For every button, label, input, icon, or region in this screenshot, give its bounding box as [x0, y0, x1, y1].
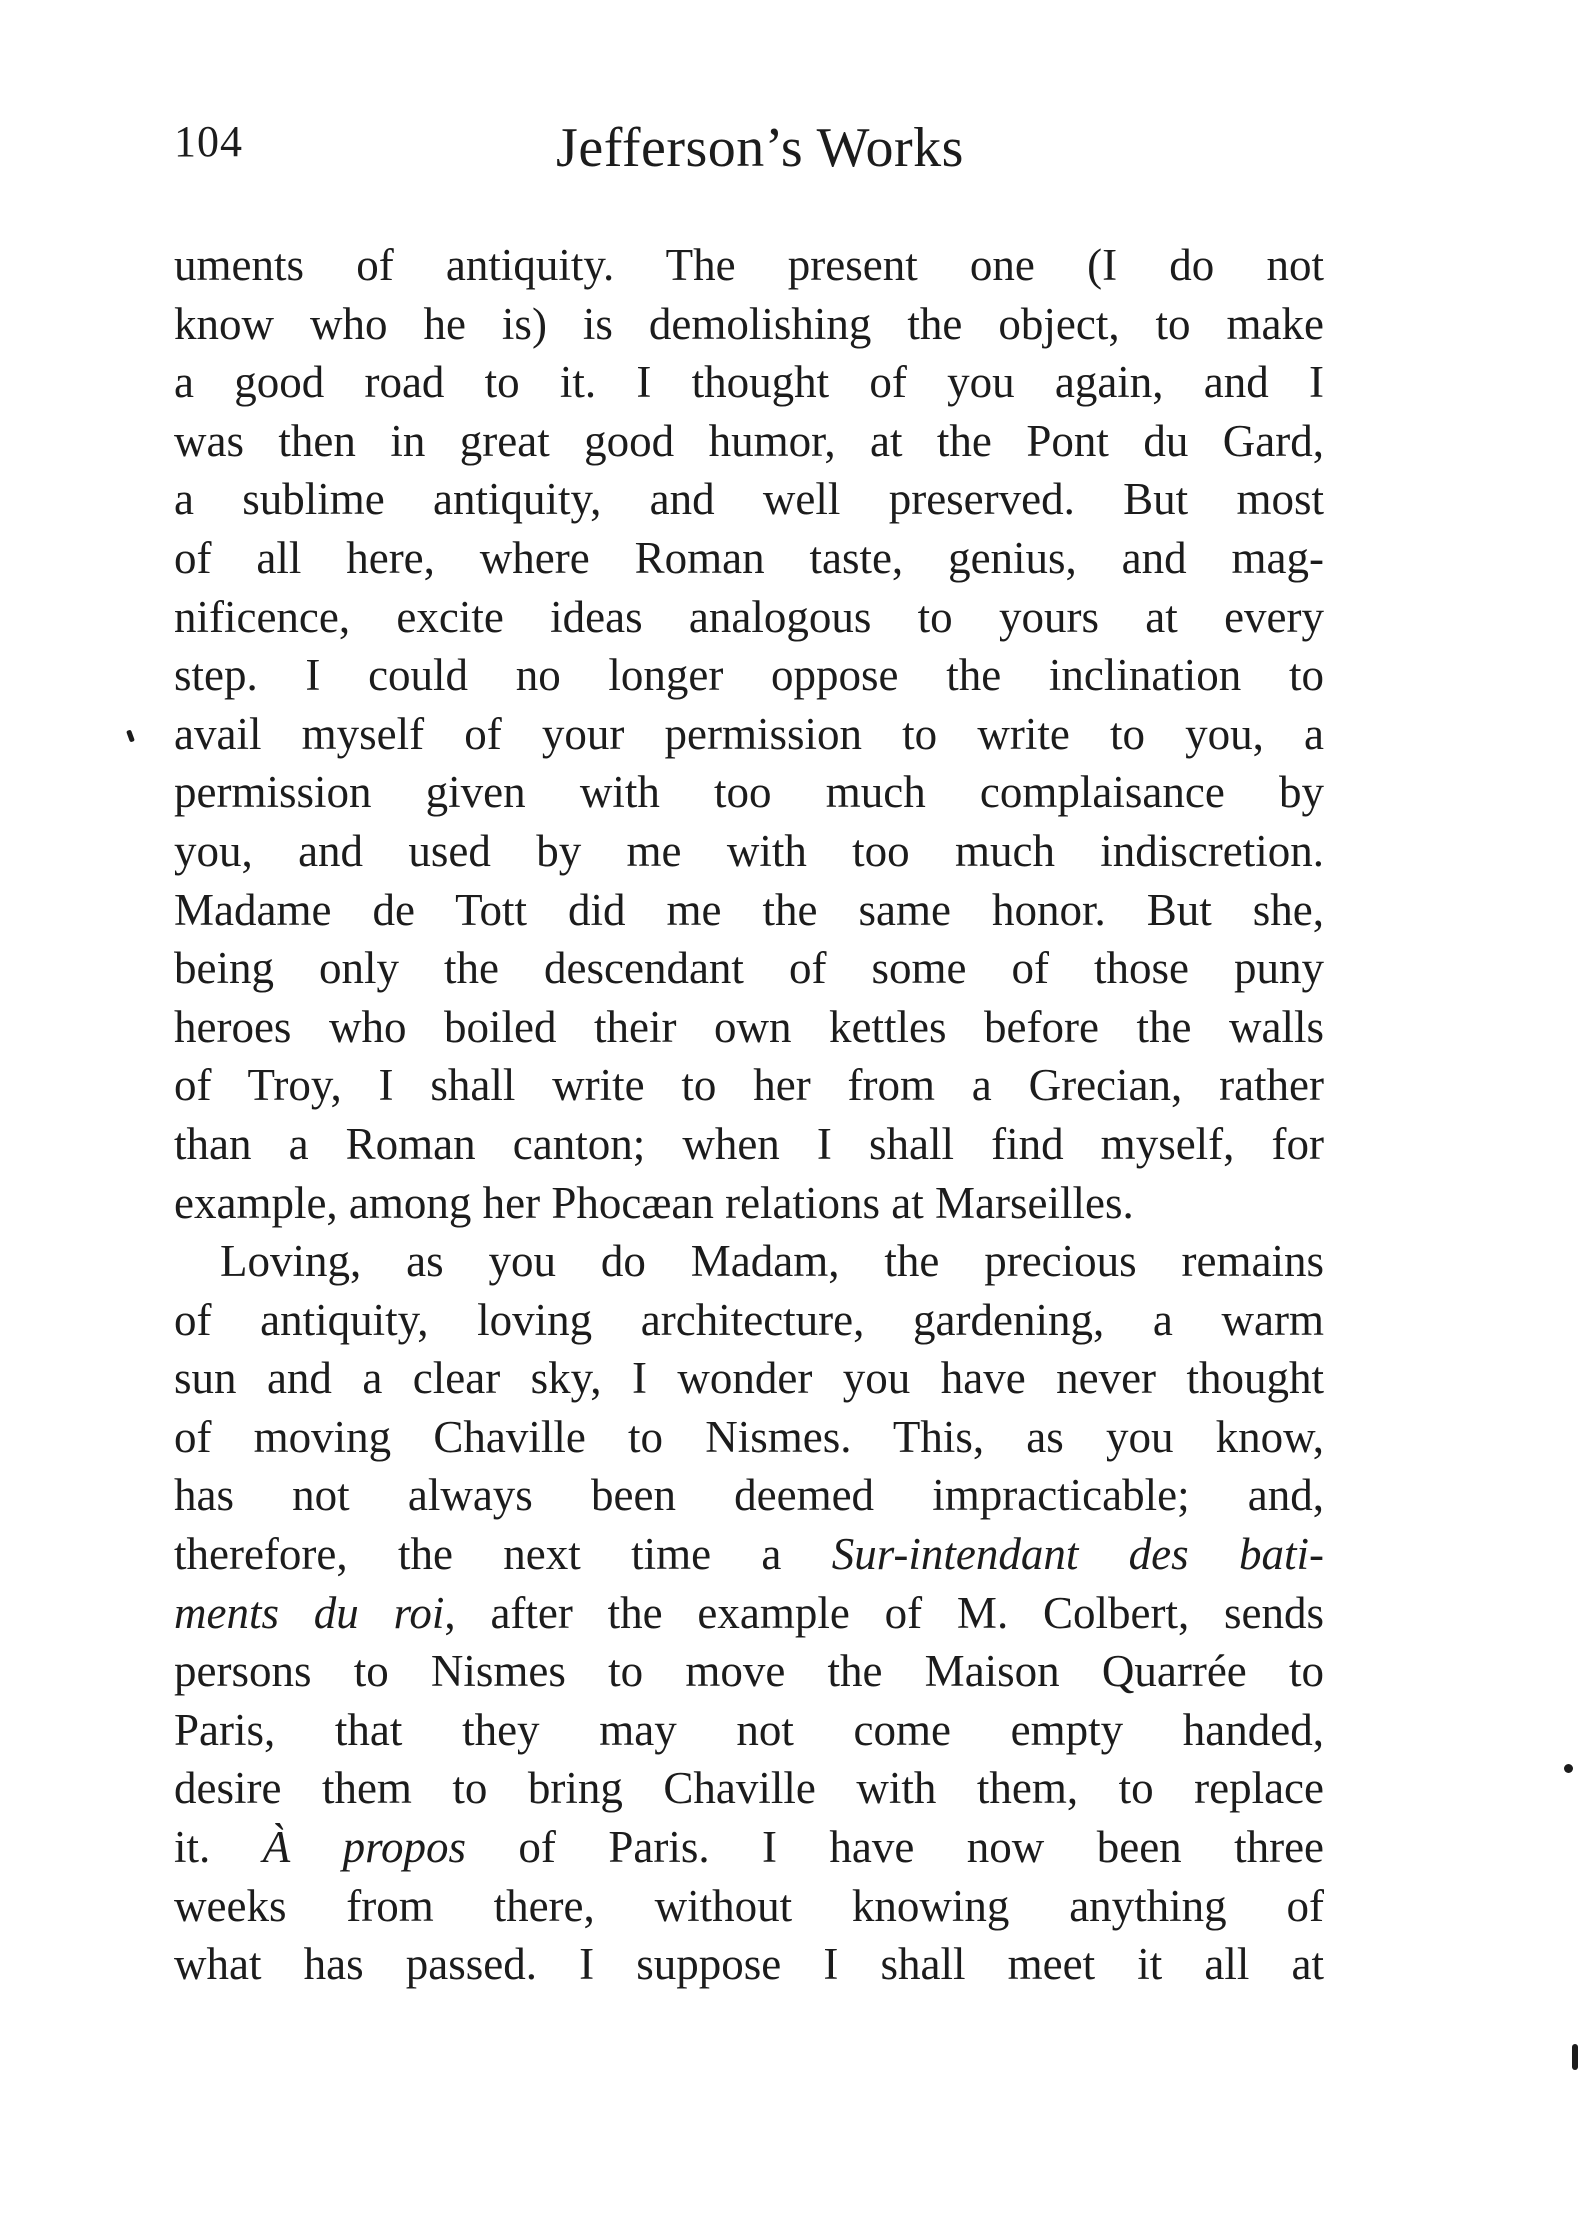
page-number: 104 — [174, 117, 243, 166]
text-line: weeks from there, without knowing anything of — [174, 1880, 1324, 1931]
text-line: of moving Chaville to Nismes. This, as you know, — [174, 1411, 1324, 1462]
paragraph-start-line: Loving, as you do Madam, the precious remains — [220, 1236, 1324, 1287]
paragraph-end-line: example, among her Phocæan relations at Marseilles. — [174, 1177, 1134, 1228]
text-line: a good road to it. I thought of you again, and I — [174, 357, 1324, 408]
text-line: what has passed. I suppose I shall meet it all at — [174, 1939, 1324, 1990]
text-line: of all here, where Roman taste, genius, and mag- — [174, 532, 1324, 583]
text-line: uments of antiquity. The present one (I do not — [174, 240, 1324, 290]
text-line: than a Roman canton; when I shall find myself, for — [174, 1118, 1324, 1169]
text-run: therefore, the next time a — [174, 1529, 782, 1580]
text-line — [174, 1818, 1324, 1877]
text-line: heroes who boiled their own kettles before the walls — [174, 1001, 1324, 1052]
text-run: , after the example of M. Colbert, sends — [444, 1587, 1324, 1638]
text-run: it. — [174, 1822, 211, 1873]
text-line: of antiquity, loving architecture, gardening, a warm — [174, 1294, 1324, 1345]
body-text — [174, 236, 1324, 1994]
text-run: of Paris. I have now been three — [518, 1822, 1325, 1873]
text-line: was then in great good humor, at the Pont du Gard, — [174, 415, 1324, 466]
text-line: a sublime antiquity, and well preserved. But most — [174, 474, 1324, 525]
text-line: desire them to bring Chaville with them, to replace — [174, 1763, 1324, 1814]
text-line: Paris, that they may not come empty handed, — [174, 1704, 1324, 1755]
text-line: has not always been deemed impracticable; and, — [174, 1470, 1324, 1521]
text-line: avail myself of your permission to write to you, a — [174, 708, 1324, 759]
text-line: Madame de Tott did me the same honor. But she, — [174, 884, 1324, 935]
text-line: step. I could no longer oppose the inclination to — [174, 650, 1324, 701]
text-line: of Troy, I shall write to her from a Grecian, rather — [174, 1060, 1324, 1111]
text-line: persons to Nismes to move the Maison Quarrée to — [174, 1646, 1324, 1697]
text-line: you, and used by me with too much indiscretion. — [174, 825, 1324, 876]
text-line: sun and a clear sky, I wonder you have never thought — [174, 1353, 1324, 1404]
italic-phrase: Sur-intendant des bati- — [831, 1529, 1324, 1580]
text-line — [174, 1584, 1324, 1643]
scan-speck — [1564, 1764, 1573, 1773]
scan-speck — [1572, 2044, 1578, 2070]
italic-phrase: À propos — [262, 1822, 466, 1873]
text-line: permission given with too much complaisance by — [174, 767, 1324, 818]
text-line: know who he is) is demolishing the object, to make — [174, 298, 1324, 349]
text-line: being only the descendant of some of those puny — [174, 943, 1324, 994]
margin-mark — [126, 730, 135, 743]
italic-phrase: ments du roi — [174, 1587, 445, 1638]
text-line: nificence, excite ideas analogous to yours at every — [174, 591, 1324, 642]
running-head-title: Jefferson’s Works — [556, 117, 964, 179]
text-line — [174, 1525, 1324, 1584]
